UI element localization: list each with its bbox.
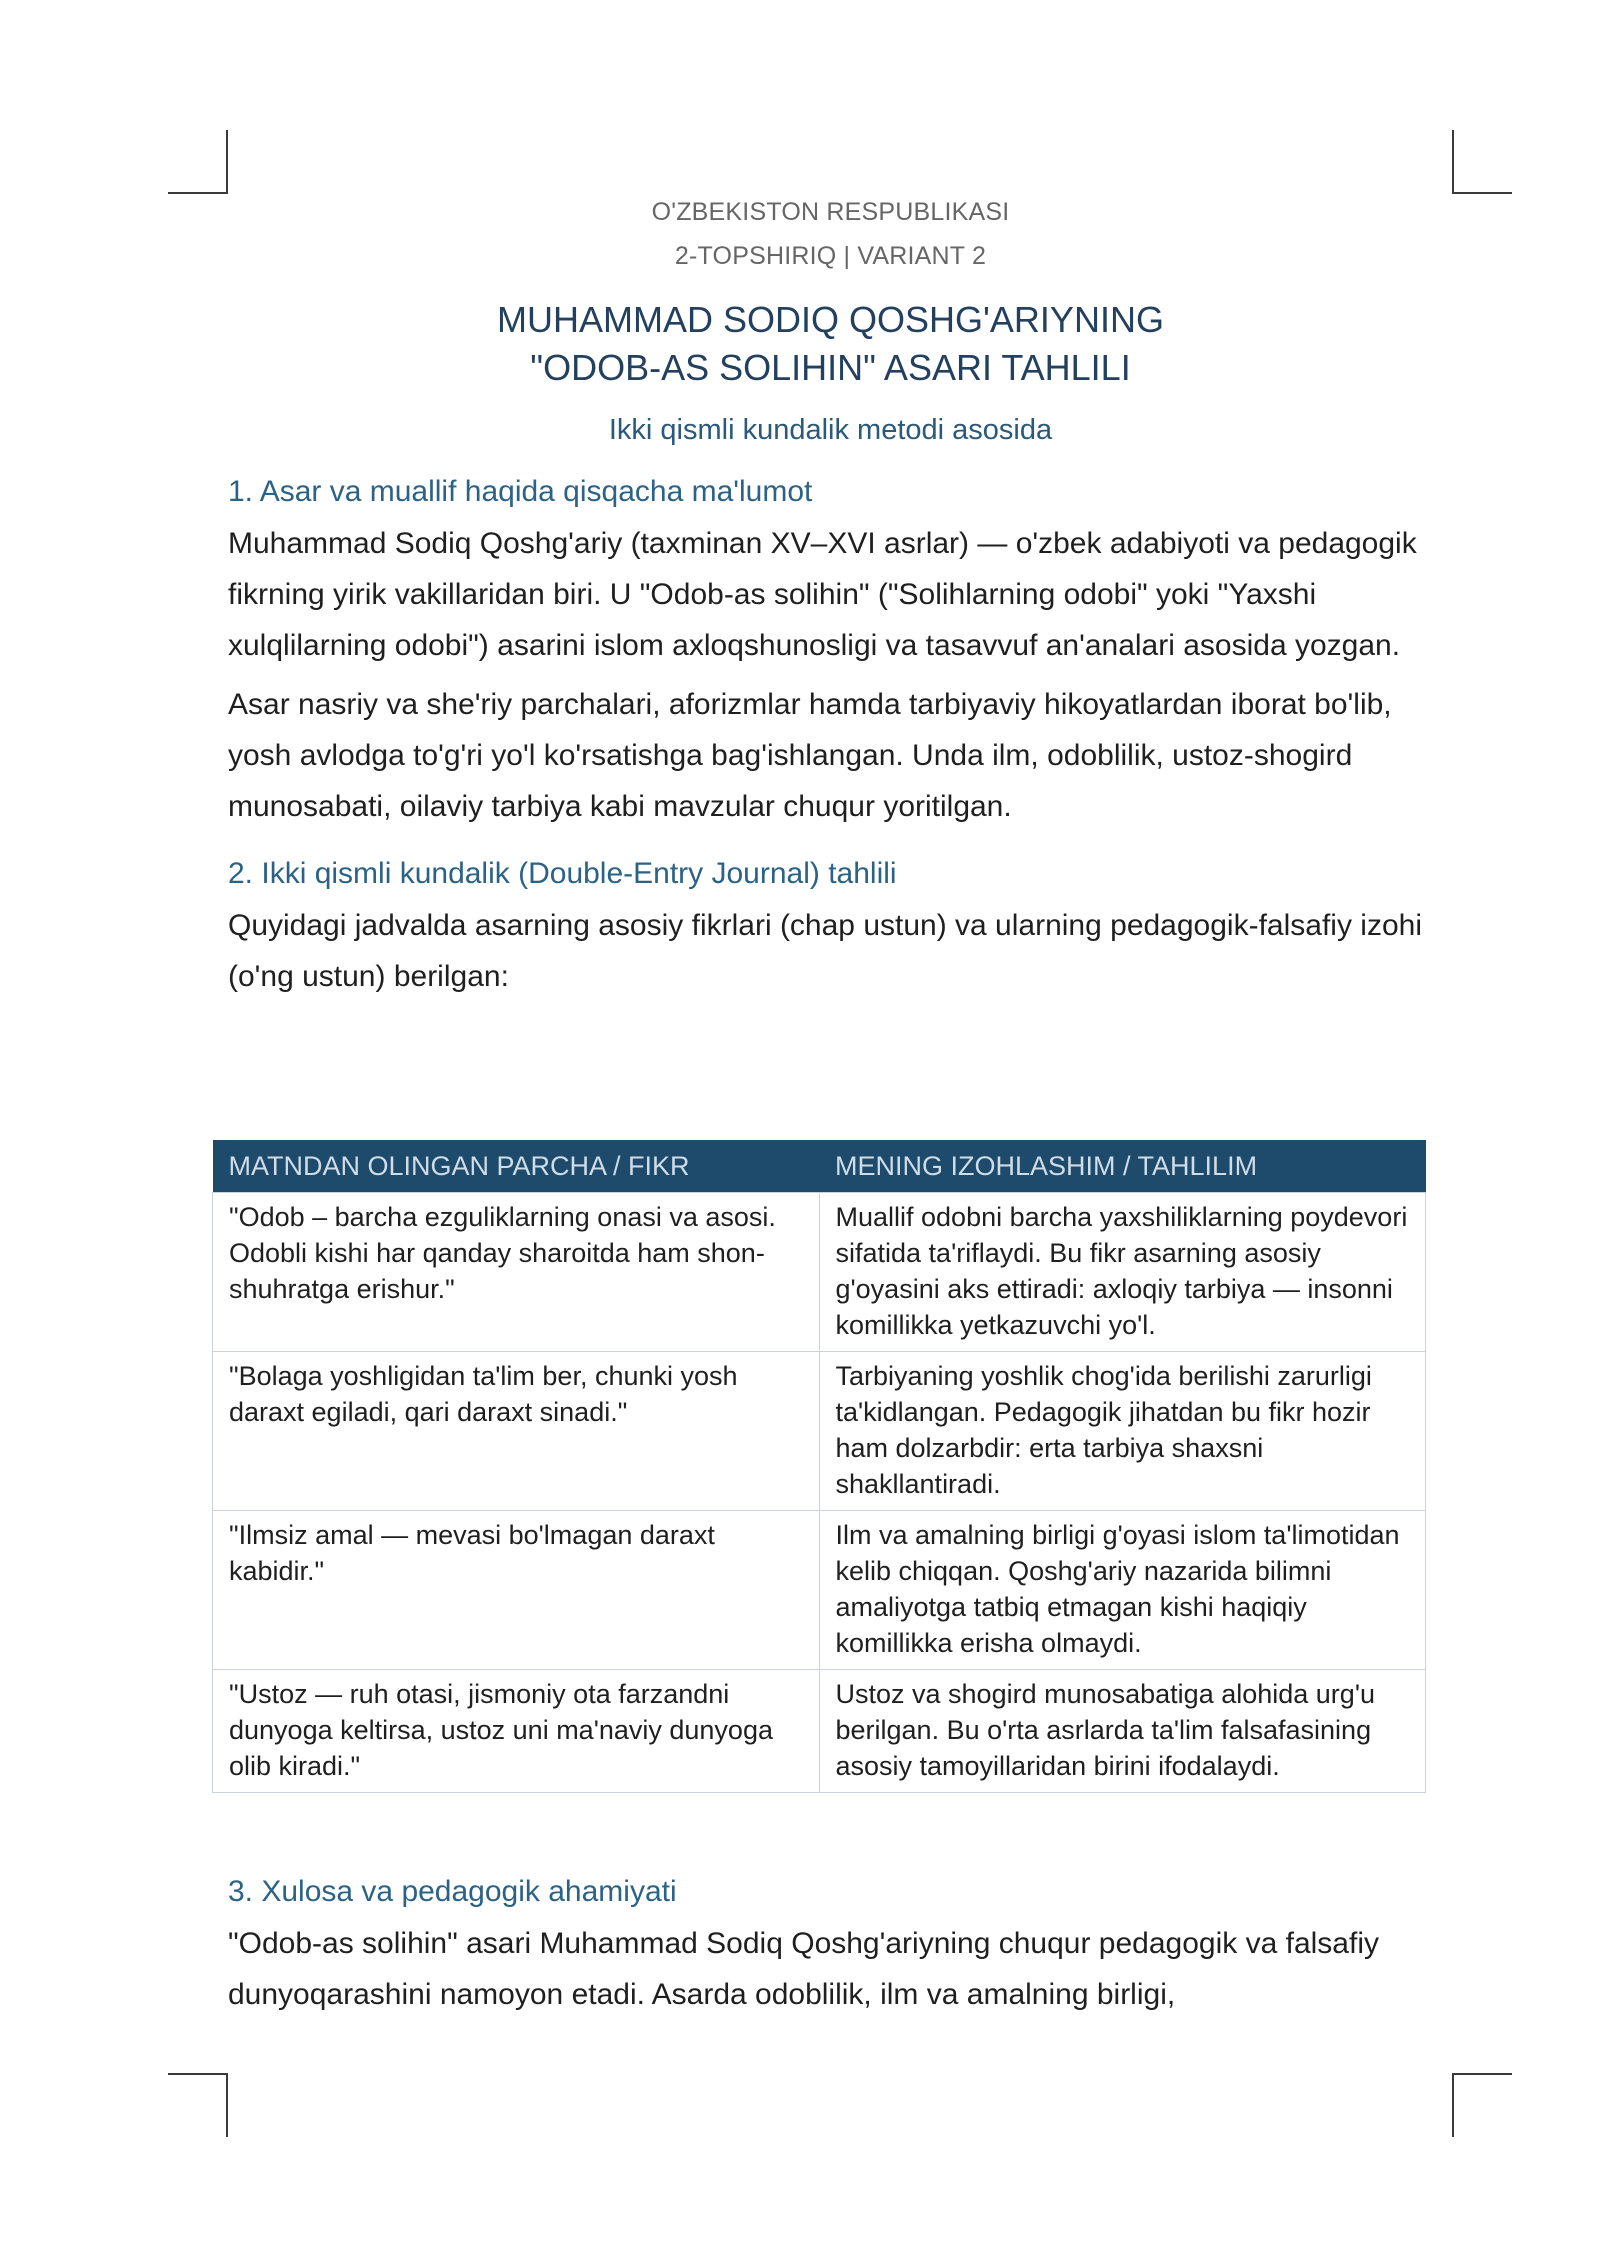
document-title — [228, 296, 1433, 392]
table-cell-quote: "Ilmsiz amal — mevasi bo'lmagan daraxt kabidir." — [213, 1511, 820, 1670]
title-line-2: "ODOB-AS SOLIHIN" ASARI TAHLILI — [530, 347, 1131, 388]
crop-mark-bottom-right — [1452, 2073, 1512, 2137]
section-2-paragraph-1: Quyidagi jadvalda asarning asosiy fikrlari (chap ustun) va ularning pedagogik-falsafiy izohi (o'ng ustun) berilgan: — [228, 909, 1422, 993]
section-3-paragraph-1: "Odob-as solihin" asari Muhammad Sodiq Qoshg'ariyning chuqur pedagogik va falsafiy dunyoqarashini namoyon etadi. Asarda odoblilik, ilm va amalning birligi, — [228, 1927, 1379, 2011]
section-1-title: 1. Asar va muallif haqida qisqacha ma'lumot — [228, 475, 813, 508]
section-3-title: 3. Xulosa va pedagogik ahamiyati — [228, 1875, 677, 1908]
double-entry-journal-table — [212, 1140, 1426, 1793]
table-header-quote: MATNDAN OLINGAN PARCHA / FIKR — [213, 1140, 820, 1193]
section-2-title: 2. Ikki qismli kundalik (Double-Entry Journal) tahlili — [228, 857, 897, 890]
crop-mark-top-left — [168, 130, 228, 194]
table-row — [213, 1193, 1426, 1352]
section-3 — [228, 1872, 1433, 2020]
table-header-row — [213, 1140, 1426, 1193]
table-cell-quote: "Odob – barcha ezguliklarning onasi va asosi. Odobli kishi har qanday sharoitda ham shon-shuhratga erishur." — [213, 1193, 820, 1352]
section-1-paragraph-2: Asar nasriy va she'riy parchalari, aforizmlar hamda tarbiyaviy hikoyatlardan iborat bo'lib, yosh avlodga to'g'ri yo'l ko'rsatishga bag'ishlangan. Unda ilm, odoblilik, ustoz-shogird munosabati, oilaviy tarbiya kabi mavzular chuqur yoritilgan. — [228, 688, 1392, 823]
table-row — [213, 1511, 1426, 1670]
table-cell-comment: Ustoz va shogird munosabatiga alohida urg'u berilgan. Bu o'rta asrlarda ta'lim falsafasining asosiy tamoyillaridan birini ifodalaydi. — [819, 1670, 1426, 1793]
document-page — [228, 190, 1433, 1002]
table-cell-comment: Tarbiyaning yoshlik chog'ida berilishi zarurligi ta'kidlangan. Pedagogik jihatdan bu fikr hozir ham dolzarbdir: erta tarbiya shaxsni shakllantiradi. — [819, 1352, 1426, 1511]
title-line-1: MUHAMMAD SODIQ QOSHG'ARIYNING — [497, 299, 1164, 340]
table-cell-quote: "Bolaga yoshligidan ta'lim ber, chunki yosh daraxt egiladi, qari daraxt sinadi." — [213, 1352, 820, 1511]
table-cell-quote: "Ustoz — ruh otasi, jismoniy ota farzandni dunyoga keltirsa, ustoz uni ma'naviy dunyoga olib kiradi." — [213, 1670, 820, 1793]
table-row — [213, 1670, 1426, 1793]
crop-mark-top-right — [1452, 130, 1512, 194]
table-row — [213, 1352, 1426, 1511]
header-country: O'ZBEKISTON RESPUBLIKASI — [651, 198, 1010, 226]
table-cell-comment: Muallif odobni barcha yaxshiliklarning poydevori sifatida ta'riflaydi. Bu fikr asarning asosiy g'oyasini aks ettiradi: axloqiy tarbiya — insonni komillikka yetkazuvchi yo'l. — [819, 1193, 1426, 1352]
header-assignment: 2-TOPSHIRIQ | VARIANT 2 — [674, 242, 987, 270]
table-header-comment: MENING IZOHLASHIM / TAHLILIM — [819, 1140, 1426, 1193]
document-subtitle: Ikki qismli kundalik metodi asosida — [608, 414, 1053, 446]
crop-mark-bottom-left — [168, 2073, 228, 2137]
table-cell-comment: Ilm va amalning birligi g'oyasi islom ta'limotidan kelib chiqqan. Qoshg'ariy nazarida bilimni amaliyotga tatbiq etmagan kishi haqiqiy komillikka erisha olmaydi. — [819, 1511, 1426, 1670]
section-1-paragraph-1: Muhammad Sodiq Qoshg'ariy (taxminan XV–XVI asrlar) — o'zbek adabiyoti va pedagogik fikrning yirik vakillaridan biri. U "Odob-as solihin" ("Solihlarning odobi" yoki "Yaxshi xulqlilarning odobi") asarini islom axloqshunosligi va tasavvuf an'analari asosida yozgan. — [228, 527, 1417, 662]
